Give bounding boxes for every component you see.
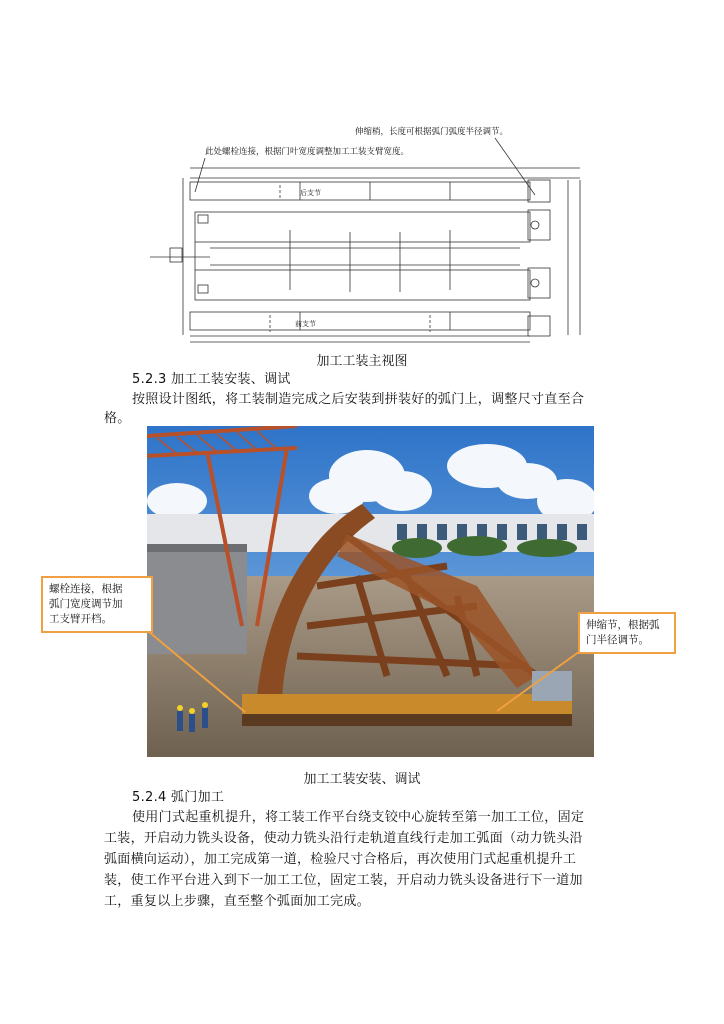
callout-right-line: 伸缩节，根据弧 bbox=[586, 619, 660, 631]
section-524-paragraph-line: 装，使工作平台进入到下一加工工位，固定工装，开启动力铣头设备进行下一道加 bbox=[104, 873, 583, 888]
section-524-paragraph-line: 使用门式起重机提升，将工装工作平台绕支铰中心旋转至第一加工工位，固定 bbox=[132, 810, 585, 825]
figure-caption-main-view: 加工工装主视图 bbox=[316, 354, 408, 369]
section-524-paragraph-line: 弧面横向运动），加工完成第一道，检验尺寸合格后，再次使用门式起重机提升工 bbox=[104, 852, 577, 867]
photo-callout-left bbox=[41, 576, 153, 633]
section-heading-5-2-4: 5.2.4 弧门加工 bbox=[132, 790, 225, 805]
section-524-paragraph-line: 工装，开启动力铣头设备，使动力铣头沿行走轨道直线行走加工弧面（动力铣头沿 bbox=[104, 831, 583, 846]
drawing-note-left: 此处螺栓连接，根据门叶宽度调整加工工装支臂宽度。 bbox=[205, 147, 410, 157]
drawing-note-top: 伸缩梢，长度可根据弧门弧度半径调节。 bbox=[355, 127, 509, 137]
drawing-label-lower: 前支节 bbox=[295, 320, 316, 328]
callout-left-line: 工支臂开档。 bbox=[49, 613, 112, 625]
figure-caption-installation: 加工工装安装、调试 bbox=[303, 772, 421, 787]
main-view-drawing bbox=[150, 120, 590, 346]
callout-right-line: 门半径调节。 bbox=[586, 634, 649, 646]
section-523-paragraph-line2: 格。 bbox=[104, 411, 131, 426]
callout-left-line: 弧门宽度调节加 bbox=[49, 598, 123, 610]
installation-photo bbox=[147, 426, 594, 757]
drawing-label-upper: 后支节 bbox=[300, 189, 321, 197]
section-523-paragraph-line1: 按照设计图纸，将工装制造完成之后安装到拼装好的弧门上，调整尺寸直至合 bbox=[132, 392, 585, 407]
section-heading-5-2-3: 5.2.3 加工工装安装、调试 bbox=[132, 372, 291, 387]
callout-left-line: 螺栓连接，根据 bbox=[49, 583, 123, 595]
photo-callout-right bbox=[578, 612, 676, 654]
section-524-paragraph-line: 工，重复以上步骤，直至整个弧面加工完成。 bbox=[104, 894, 371, 909]
